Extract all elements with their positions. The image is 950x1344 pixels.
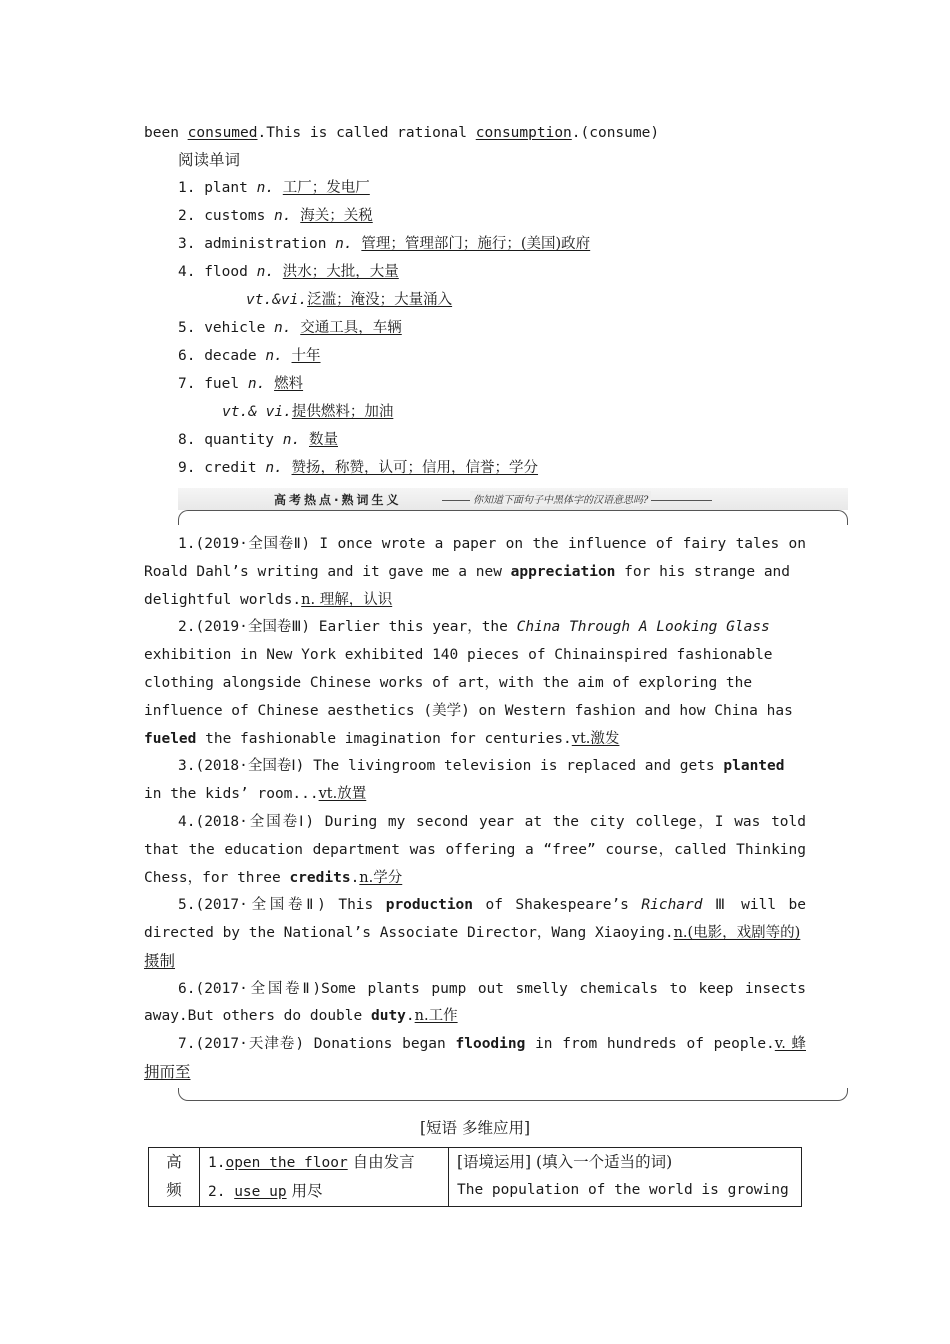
answer: 摄制 <box>144 952 176 970</box>
answer: v. 蜂 <box>774 1036 806 1052</box>
word-item: 7. fuel n. 燃料 <box>178 376 304 392</box>
word-item-sub: vt.& vi.提供燃料；加油 <box>222 404 394 420</box>
example-2-line: exhibition in New York exhibited 140 pieces of Chinainspired fashionable <box>144 647 773 663</box>
hot-topic-subtitle: 你知道下面句子中黑体字的汉语意思吗? <box>470 491 651 506</box>
word-item: 5. vehicle n. 交通工具，车辆 <box>178 320 402 336</box>
word-item: 1. plant n. 工厂；发电厂 <box>178 180 370 196</box>
phrase-list-cell <box>200 1148 449 1207</box>
example-2-line: fueled the fashionable imagination for centuries.vt.激发 <box>144 731 620 747</box>
example-2-line: 2.(2019·全国卷Ⅲ) Earlier this year，the China Through A Looking Glass <box>178 619 770 635</box>
top-line: been consumed.This is called rational consumption.(consume) <box>144 125 660 141</box>
freq-label: 高 <box>166 1153 182 1171</box>
word-item: 6. decade n. 十年 <box>178 348 321 364</box>
example-7-line: 7.(2017·天津卷) Donations began flooding in from hundreds of people.v. 蜂 <box>178 1036 806 1052</box>
example-4-line: Chess，for three credits.n.学分 <box>144 870 403 886</box>
example-2-line: clothing alongside Chinese works of art，with the aim of exploring the <box>144 675 753 691</box>
example-2-line: influence of Chinese aesthetics (美学) on Western fashion and how China has <box>144 703 793 719</box>
word-item: 4. flood n. 洪水；大批，大量 <box>178 264 399 280</box>
hot-topic-title: 高考热点·熟词生义 <box>274 493 402 507</box>
phrase-table <box>148 1147 802 1207</box>
answer: vt.激发 <box>571 731 620 747</box>
example-5-line: directed by the National’s Associate Director，Wang Xiaoying.n.(电影，戏剧等的) <box>144 925 801 941</box>
freq-cell <box>149 1148 200 1207</box>
example-3-line: 3.(2018·全国卷Ⅰ) The livingroom television is replaced and gets planted <box>178 758 785 774</box>
answer: n.(电影，戏剧等的) <box>673 925 801 941</box>
example-5-line <box>144 951 175 971</box>
example-1-line: 1.(2019·全国卷Ⅱ) I once wrote a paper on the influence of fairy tales on <box>178 536 806 552</box>
example-6-line: 6.(2017·全国卷Ⅱ)Some plants pump out smelly chemicals to keep insects <box>178 981 806 997</box>
answer: 拥而至 <box>144 1063 191 1081</box>
word-item-sub: vt.&vi.泛滥；淹没；大量涌入 <box>246 292 453 308</box>
example-3-line: in the kids’ room...vt.放置 <box>144 786 367 802</box>
example-4-line: that the education department was offering a “free” course，called Thinking <box>144 842 806 858</box>
answer: n.学分 <box>359 870 403 886</box>
word-item: 2. customs n. 海关；关税 <box>178 208 373 224</box>
example-7-line <box>144 1062 191 1082</box>
box-frame-bottom <box>178 1088 848 1101</box>
word-item: 3. administration n. 管理；管理部门；施行；(美国)政府 <box>178 236 591 252</box>
phrase-item: 2. use up 用尽 <box>208 1182 323 1200</box>
phrase-section-header: [短语 多维应用] <box>419 1119 531 1137</box>
phrase-item: 1.open the floor 自由发言 <box>208 1153 415 1171</box>
context-cell <box>449 1148 802 1207</box>
reading-words-header: 阅读单词 <box>178 151 241 169</box>
answer: vt.放置 <box>318 786 367 802</box>
answer: n. 理解，认识 <box>301 592 393 608</box>
example-6-line: away.But others do double duty.n.工作 <box>144 1008 458 1024</box>
box-frame-top <box>178 510 848 525</box>
hot-topic-header <box>178 488 848 528</box>
example-4-line: 4.(2018·全国卷Ⅰ) During my second year at the city college，I was told <box>178 814 806 830</box>
answer: n.工作 <box>414 1008 458 1024</box>
freq-label: 频 <box>166 1181 182 1199</box>
example-5-line: 5.(2017·全国卷Ⅱ) This production of Shakespeare’s Richard Ⅲ will be <box>178 897 806 913</box>
word-item: 9. credit n. 赞扬，称赞，认可；信用，信誉；学分 <box>178 460 539 476</box>
word-item: 8. quantity n. 数量 <box>178 432 338 448</box>
context-line: The population of the world is growing <box>457 1182 789 1198</box>
example-1-line: delightful worlds.n. 理解，认识 <box>144 592 393 608</box>
example-1-line: Roald Dahl’s writing and it gave me a new appreciation for his strange and <box>144 564 791 580</box>
context-header: [语境运用] (填入一个适当的词) <box>457 1153 673 1171</box>
